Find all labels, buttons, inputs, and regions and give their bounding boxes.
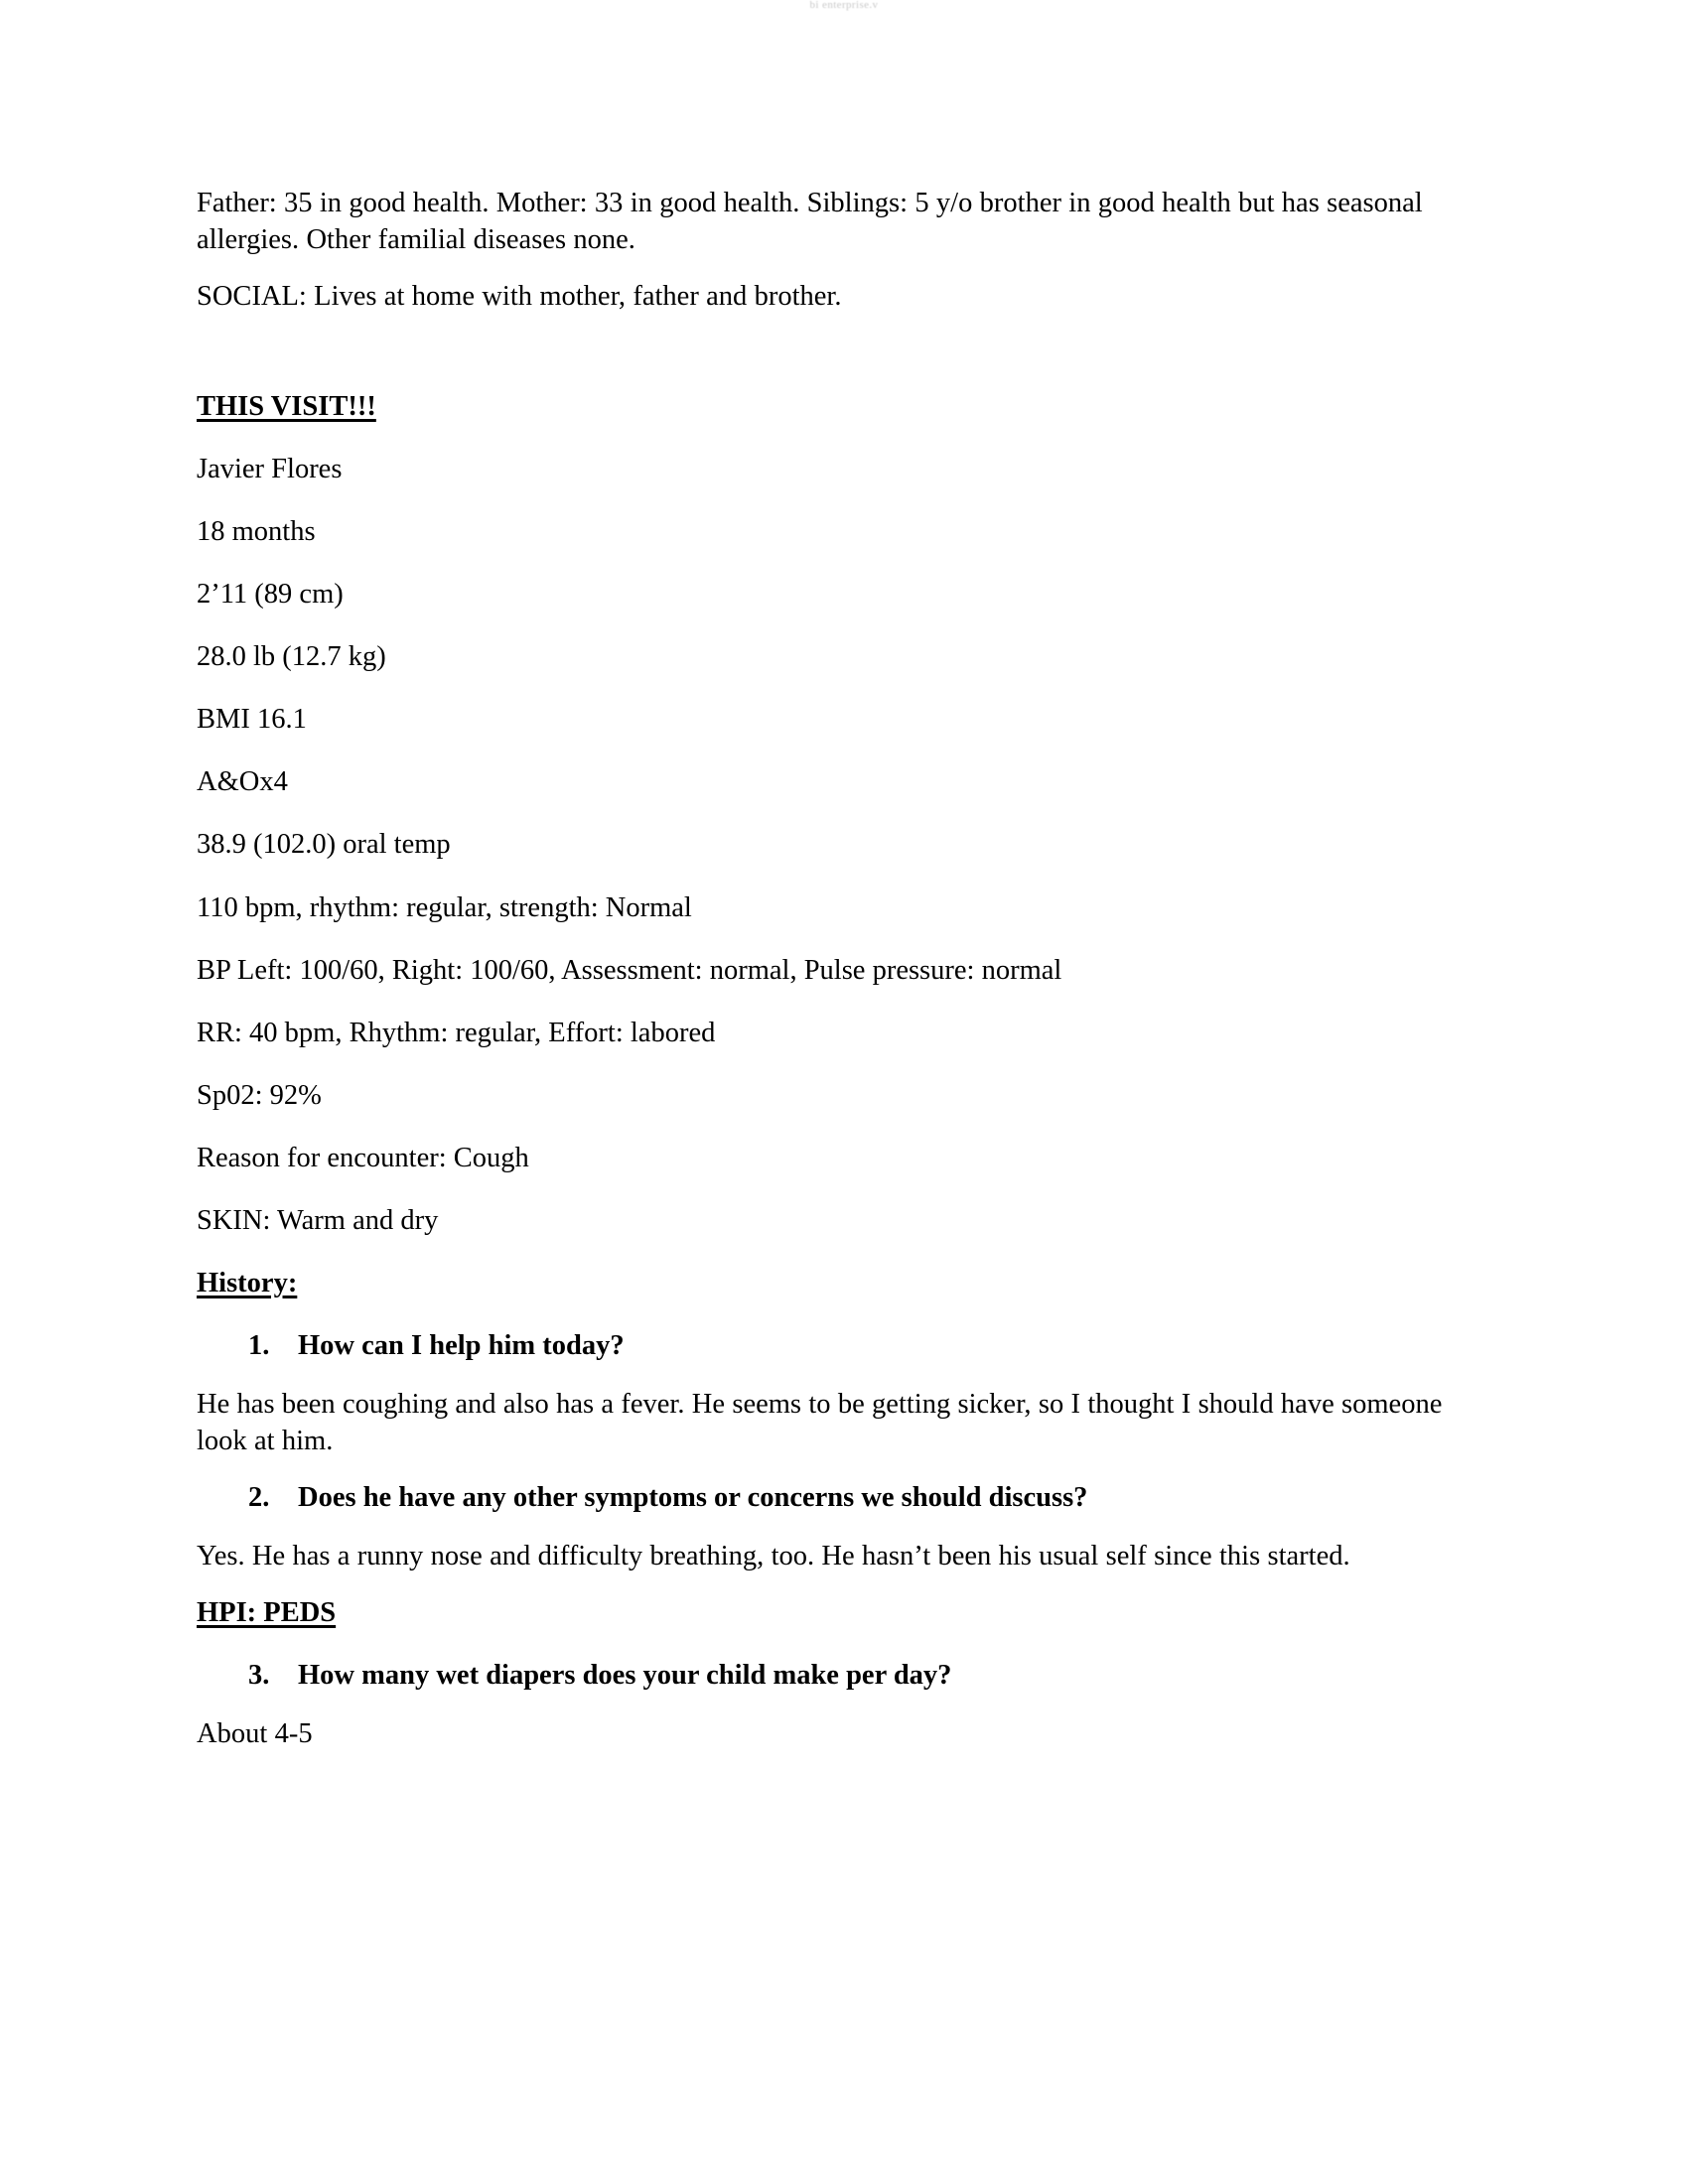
history-answer-1: He has been coughing and also has a fever. He seems to be getting sicker, so I thought I should have someone look at him. <box>197 1388 1443 1456</box>
vital-skin: SKIN: Warm and dry <box>197 1204 439 1236</box>
vital-age: 18 months <box>197 516 316 548</box>
vital-height: 2’11 (89 cm) <box>197 579 344 611</box>
this-visit-heading-label: THIS VISIT!!! <box>197 391 376 423</box>
history-question-2-block <box>197 1479 1446 1516</box>
history-question-1-list <box>197 1327 1446 1364</box>
history-heading <box>197 1265 1446 1301</box>
hpi-peds-heading-label: HPI: PEDS <box>197 1597 337 1629</box>
vital-orientation: A&Ox4 <box>197 766 288 798</box>
clipped-header-remnant: bi enterprise.v <box>809 0 879 11</box>
hpi-answer-3: About 4-5 <box>197 1718 313 1750</box>
vital-weight: 28.0 lb (12.7 kg) <box>197 641 386 673</box>
this-visit-heading <box>197 388 1446 425</box>
vital-bmi: BMI 16.1 <box>197 704 307 736</box>
history-question-2 <box>197 1479 1446 1516</box>
hpi-question-3-number: 3. <box>248 1660 270 1692</box>
vital-pulse: 110 bpm, rhythm: regular, strength: Normal <box>197 891 692 923</box>
history-question-1-block <box>197 1327 1446 1364</box>
hpi-peds-heading <box>197 1594 1446 1631</box>
hpi-question-3-list <box>197 1657 1446 1694</box>
history-heading-label: History: <box>197 1267 298 1298</box>
history-question-2-list <box>197 1479 1446 1516</box>
history-question-1 <box>197 1327 1446 1364</box>
history-answer-2: Yes. He has a runny nose and difficulty breathing, too. He hasn’t been his usual self since this started. <box>197 1541 1350 1572</box>
history-question-1-number: 1. <box>248 1329 270 1361</box>
vital-temperature: 38.9 (102.0) oral temp <box>197 829 451 861</box>
vital-spo2: Sp02: 92% <box>197 1079 322 1111</box>
vital-reason-for-encounter: Reason for encounter: Cough <box>197 1142 529 1173</box>
family-history-paragraph: Father: 35 in good health. Mother: 33 in good health. Siblings: 5 y/o brother in good health but has seasonal allergies. Other familial diseases none. <box>197 188 1423 256</box>
blank-line-spacer <box>197 335 1446 362</box>
vital-patient-name: Javier Flores <box>197 454 343 485</box>
history-question-2-number: 2. <box>248 1481 270 1513</box>
hpi-question-3-text: How many wet diapers does your child make per day? <box>298 1660 952 1692</box>
hpi-question-3-block <box>197 1657 1446 1694</box>
social-history-paragraph: SOCIAL: Lives at home with mother, father and brother. <box>197 281 842 313</box>
history-question-1-text: How can I help him today? <box>298 1329 625 1361</box>
document-body <box>197 185 1446 1772</box>
vital-respiratory-rate: RR: 40 bpm, Rhythm: regular, Effort: labored <box>197 1017 716 1048</box>
vital-blood-pressure: BP Left: 100/60, Right: 100/60, Assessment: normal, Pulse pressure: normal <box>197 954 1062 986</box>
history-question-2-text: Does he have any other symptoms or concerns we should discuss? <box>298 1481 1088 1513</box>
hpi-question-3 <box>197 1657 1446 1694</box>
